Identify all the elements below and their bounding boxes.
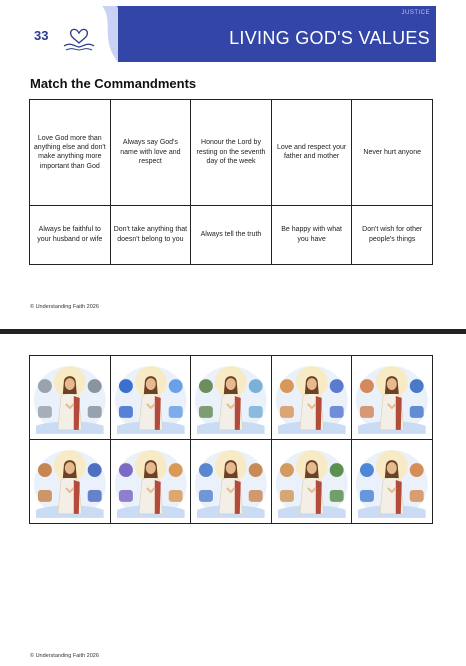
commandment-card: Never hurt anyone	[352, 100, 433, 206]
page-header	[0, 6, 466, 62]
commandment-card: Always tell the truth	[191, 205, 272, 264]
commandment-card: Honour the Lord by resting on the seventh day of the week	[191, 100, 272, 206]
picture-row	[30, 356, 433, 440]
picture-card	[30, 356, 111, 440]
jesus-content-family-illustration	[272, 440, 352, 523]
commandment-card: Always be faithful to your husband or wife	[30, 205, 111, 264]
commandment-card: Don't wish for other people's things	[352, 205, 433, 264]
page-divider	[0, 329, 466, 334]
jesus-friends-illustration	[352, 440, 432, 523]
commandment-card: Love God more than anything else and don't make anything more important than God	[30, 100, 111, 206]
copyright-footer: © Understanding Faith 2026	[30, 304, 99, 310]
picture-card	[352, 356, 433, 440]
commandment-card: Always say God's name with love and respect	[110, 100, 191, 206]
picture-card	[271, 356, 352, 440]
jesus-praying-hearts-illustration	[111, 356, 191, 439]
jesus-children-kindness-illustration	[352, 356, 432, 439]
picture-card	[30, 440, 111, 524]
jesus-married-couple-illustration	[30, 440, 110, 523]
cards-row	[30, 205, 433, 264]
commandment-card: Be happy with what you have	[271, 205, 352, 264]
page-number: 33	[34, 28, 49, 43]
heart-hands-icon	[62, 20, 96, 54]
cards-row	[30, 100, 433, 206]
picture-cards-table	[29, 355, 433, 524]
picture-card	[352, 440, 433, 524]
commandment-cards-table	[29, 99, 433, 265]
page-title: LIVING GOD'S VALUES	[229, 28, 430, 48]
picture-row	[30, 440, 433, 524]
jesus-hugging-family-illustration	[272, 356, 352, 439]
commandment-card: Don't take anything that doesn't belong to you	[110, 205, 191, 264]
picture-card	[110, 440, 191, 524]
jesus-sharing-illustration	[111, 440, 191, 523]
jesus-honest-talk-illustration	[191, 440, 271, 523]
commandment-card: Love and respect your father and mother	[271, 100, 352, 206]
topic-label: JUSTICE	[401, 10, 430, 16]
copyright-footer: © Understanding Faith 2026	[30, 653, 99, 659]
activity-title: Match the Commandments	[30, 76, 197, 91]
jesus-stone-tablets-illustration	[30, 356, 110, 439]
picture-card	[191, 356, 272, 440]
picture-card	[191, 440, 272, 524]
picture-card	[271, 440, 352, 524]
jesus-family-rest-illustration	[191, 356, 271, 439]
picture-card	[110, 356, 191, 440]
